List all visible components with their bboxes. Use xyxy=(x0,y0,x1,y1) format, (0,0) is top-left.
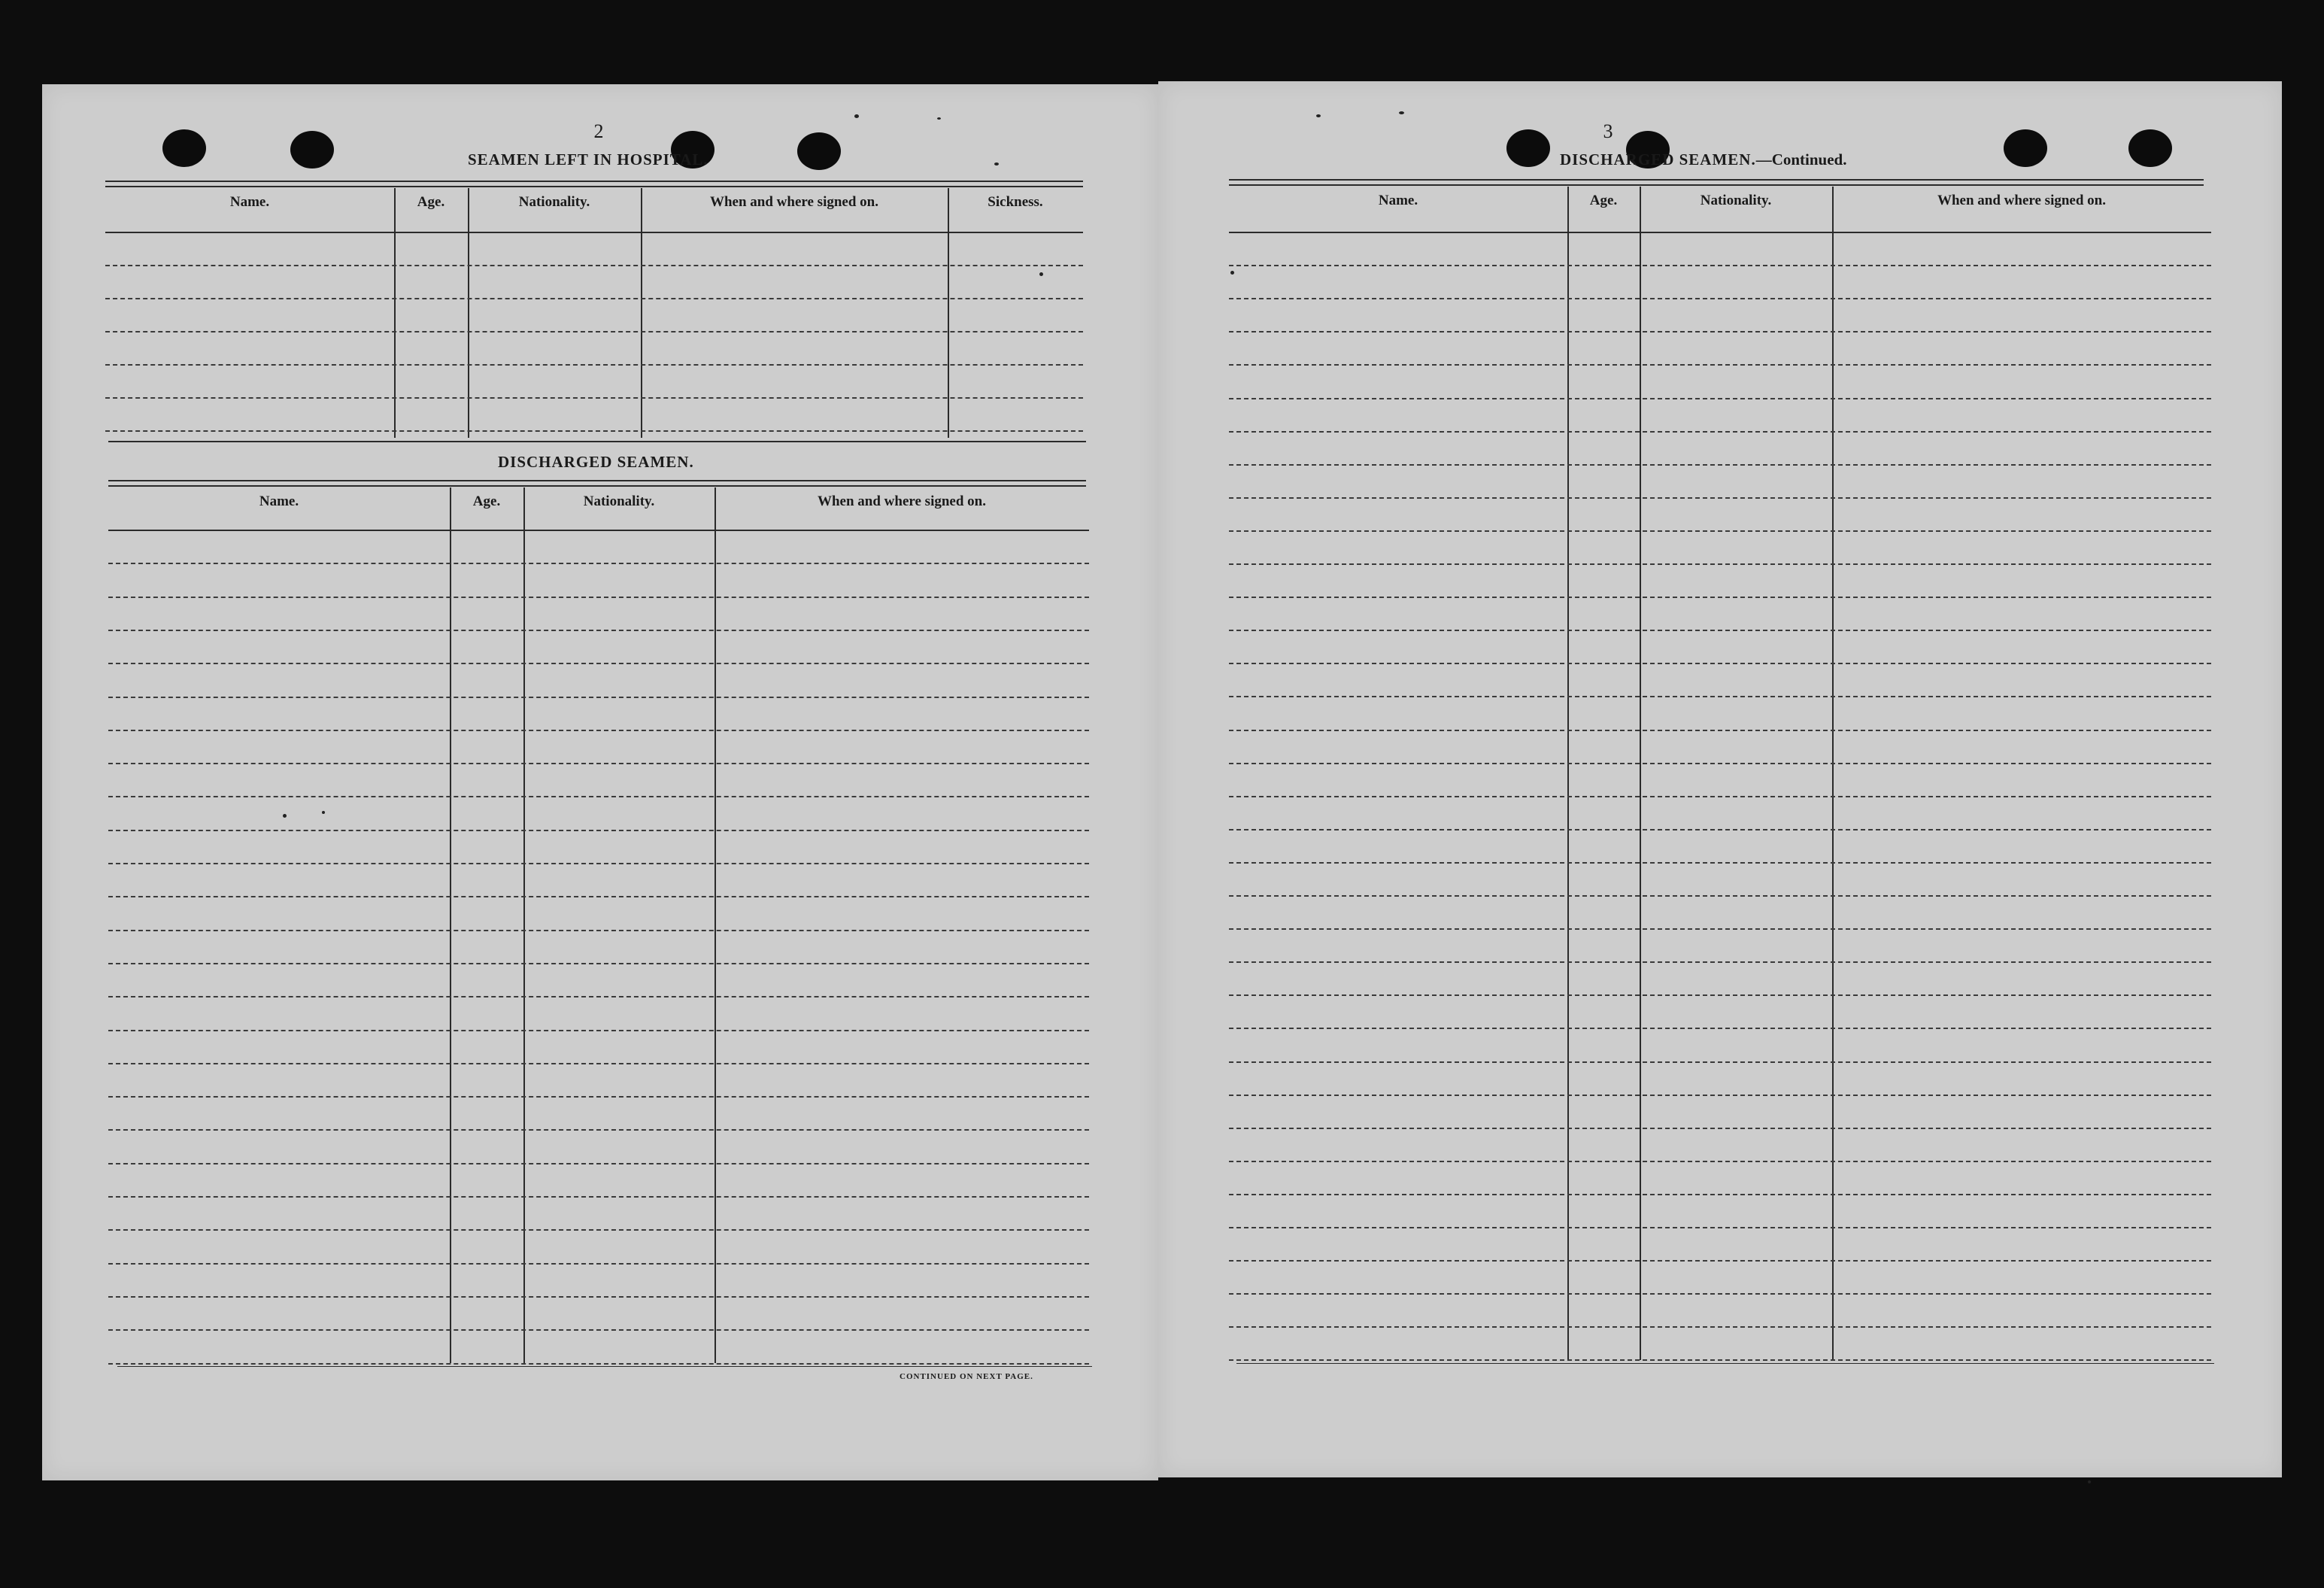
paper-speck xyxy=(937,117,941,120)
punch-hole xyxy=(162,129,206,167)
ruled-line xyxy=(105,397,1083,399)
column-header: Age. xyxy=(1589,193,1618,208)
ruled-line xyxy=(108,1030,1089,1031)
ruled-line xyxy=(108,1296,1089,1298)
ruled-line xyxy=(105,430,1083,432)
ruled-line xyxy=(1229,398,2211,399)
column-header: Nationality. xyxy=(583,493,655,509)
column-header: Sickness. xyxy=(988,194,1043,210)
ruled-line xyxy=(105,265,1083,266)
ruled-line xyxy=(1229,829,2211,830)
column-header: Nationality. xyxy=(518,194,590,210)
ruled-line xyxy=(1229,1061,2211,1063)
ruled-line xyxy=(1229,928,2211,930)
punch-hole xyxy=(797,132,841,170)
ruled-line xyxy=(108,630,1089,631)
ruled-line xyxy=(1229,730,2211,731)
column-divider xyxy=(1640,187,1641,1360)
paper-speck xyxy=(854,114,859,118)
ruled-line xyxy=(1229,1359,2211,1361)
ruled-line xyxy=(1229,696,2211,697)
ruled-line xyxy=(108,730,1089,731)
ruled-line xyxy=(1229,1028,2211,1029)
column-divider xyxy=(394,188,396,438)
ruled-line xyxy=(108,697,1089,698)
paper-speck xyxy=(994,162,999,165)
ruled-line xyxy=(108,1363,1089,1365)
section-title-suffix: —Continued. xyxy=(1755,150,1847,169)
ruled-line xyxy=(108,796,1089,797)
ruled-line xyxy=(1229,464,2211,466)
column-header: Nationality. xyxy=(1700,193,1772,208)
ruled-line xyxy=(1229,1260,2211,1262)
ruled-line xyxy=(1229,1095,2211,1096)
ruled-line xyxy=(1229,1326,2211,1328)
hospital-section-title: SEAMEN LEFT IN HOSPITAL. xyxy=(468,150,708,169)
right-page xyxy=(1158,81,2282,1477)
column-divider xyxy=(1832,187,1834,1360)
ruled-line xyxy=(1229,895,2211,897)
section-title-text: DISCHARGED SEAMEN. xyxy=(1560,150,1756,169)
ruled-line xyxy=(108,1129,1089,1131)
column-header: Name. xyxy=(259,493,299,509)
column-divider xyxy=(1567,187,1569,1360)
punch-hole xyxy=(290,131,334,169)
column-divider xyxy=(641,188,642,438)
ruled-line xyxy=(1229,1293,2211,1295)
column-header: Age. xyxy=(417,194,445,210)
column-header: When and where signed on. xyxy=(1937,193,2106,208)
paper-speck xyxy=(1230,271,1234,275)
ruled-line xyxy=(108,1163,1089,1164)
ruled-line xyxy=(1229,796,2211,797)
punch-hole xyxy=(1506,129,1550,167)
page-number: 3 xyxy=(1603,120,1613,142)
column-divider xyxy=(948,188,949,438)
ruled-line xyxy=(1229,364,2211,366)
ruled-line xyxy=(108,663,1089,664)
ruled-line xyxy=(1229,1194,2211,1195)
column-divider xyxy=(523,487,525,1363)
ruled-line xyxy=(1229,265,2211,266)
ruled-line xyxy=(1229,1227,2211,1228)
page-number: 2 xyxy=(593,120,604,142)
ruled-line xyxy=(1229,497,2211,499)
ruled-line xyxy=(108,1196,1089,1198)
discharged-section-title: DISCHARGED SEAMEN. xyxy=(498,453,694,471)
ruled-line xyxy=(108,1263,1089,1265)
ruled-line xyxy=(1229,630,2211,631)
ruled-line xyxy=(108,830,1089,831)
ruled-line xyxy=(108,1096,1089,1098)
ruled-line xyxy=(108,963,1089,964)
ruled-line xyxy=(108,1229,1089,1231)
column-divider xyxy=(468,188,469,438)
paper-speck xyxy=(1316,114,1321,117)
ruled-line xyxy=(108,563,1089,564)
ruled-line xyxy=(105,298,1083,299)
ruled-line xyxy=(108,763,1089,764)
ruled-line xyxy=(108,996,1089,997)
ruled-line xyxy=(1229,994,2211,996)
ruled-line xyxy=(1229,961,2211,963)
discharged-continued-title xyxy=(1560,150,1846,169)
paper-speck xyxy=(1399,111,1404,114)
ruled-line xyxy=(108,896,1089,897)
left-page xyxy=(42,84,1158,1480)
column-divider xyxy=(714,487,716,1363)
punch-hole xyxy=(2128,129,2172,167)
ruled-line xyxy=(1229,431,2211,433)
ruled-line xyxy=(1229,563,2211,565)
ruled-line xyxy=(1229,1128,2211,1129)
column-header: Age. xyxy=(472,493,501,509)
ruled-line xyxy=(1229,1161,2211,1162)
ruled-line xyxy=(1229,530,2211,532)
continued-note: CONTINUED ON NEXT PAGE. xyxy=(900,1372,1033,1381)
ruled-line xyxy=(108,1063,1089,1064)
ruled-line xyxy=(105,364,1083,366)
ruled-line xyxy=(1229,597,2211,598)
ruled-line xyxy=(108,863,1089,864)
paper-speck xyxy=(322,811,325,814)
column-header: When and where signed on. xyxy=(709,194,878,210)
paper-speck xyxy=(2088,1480,2091,1483)
ruled-line xyxy=(1229,763,2211,764)
paper-speck xyxy=(283,814,287,818)
ruled-line xyxy=(105,331,1083,332)
column-divider xyxy=(450,487,451,1363)
paper-speck xyxy=(1039,272,1043,276)
punch-hole xyxy=(2004,129,2047,167)
ruled-line xyxy=(1229,331,2211,332)
ruled-line xyxy=(1229,663,2211,664)
column-header: Name. xyxy=(1378,193,1418,208)
ruled-line xyxy=(108,1329,1089,1331)
column-header: When and where signed on. xyxy=(817,493,986,509)
ruled-line xyxy=(1229,862,2211,864)
ruled-line xyxy=(1229,298,2211,299)
ruled-line xyxy=(108,597,1089,598)
column-header: Name. xyxy=(229,194,270,210)
ruled-line xyxy=(108,930,1089,931)
